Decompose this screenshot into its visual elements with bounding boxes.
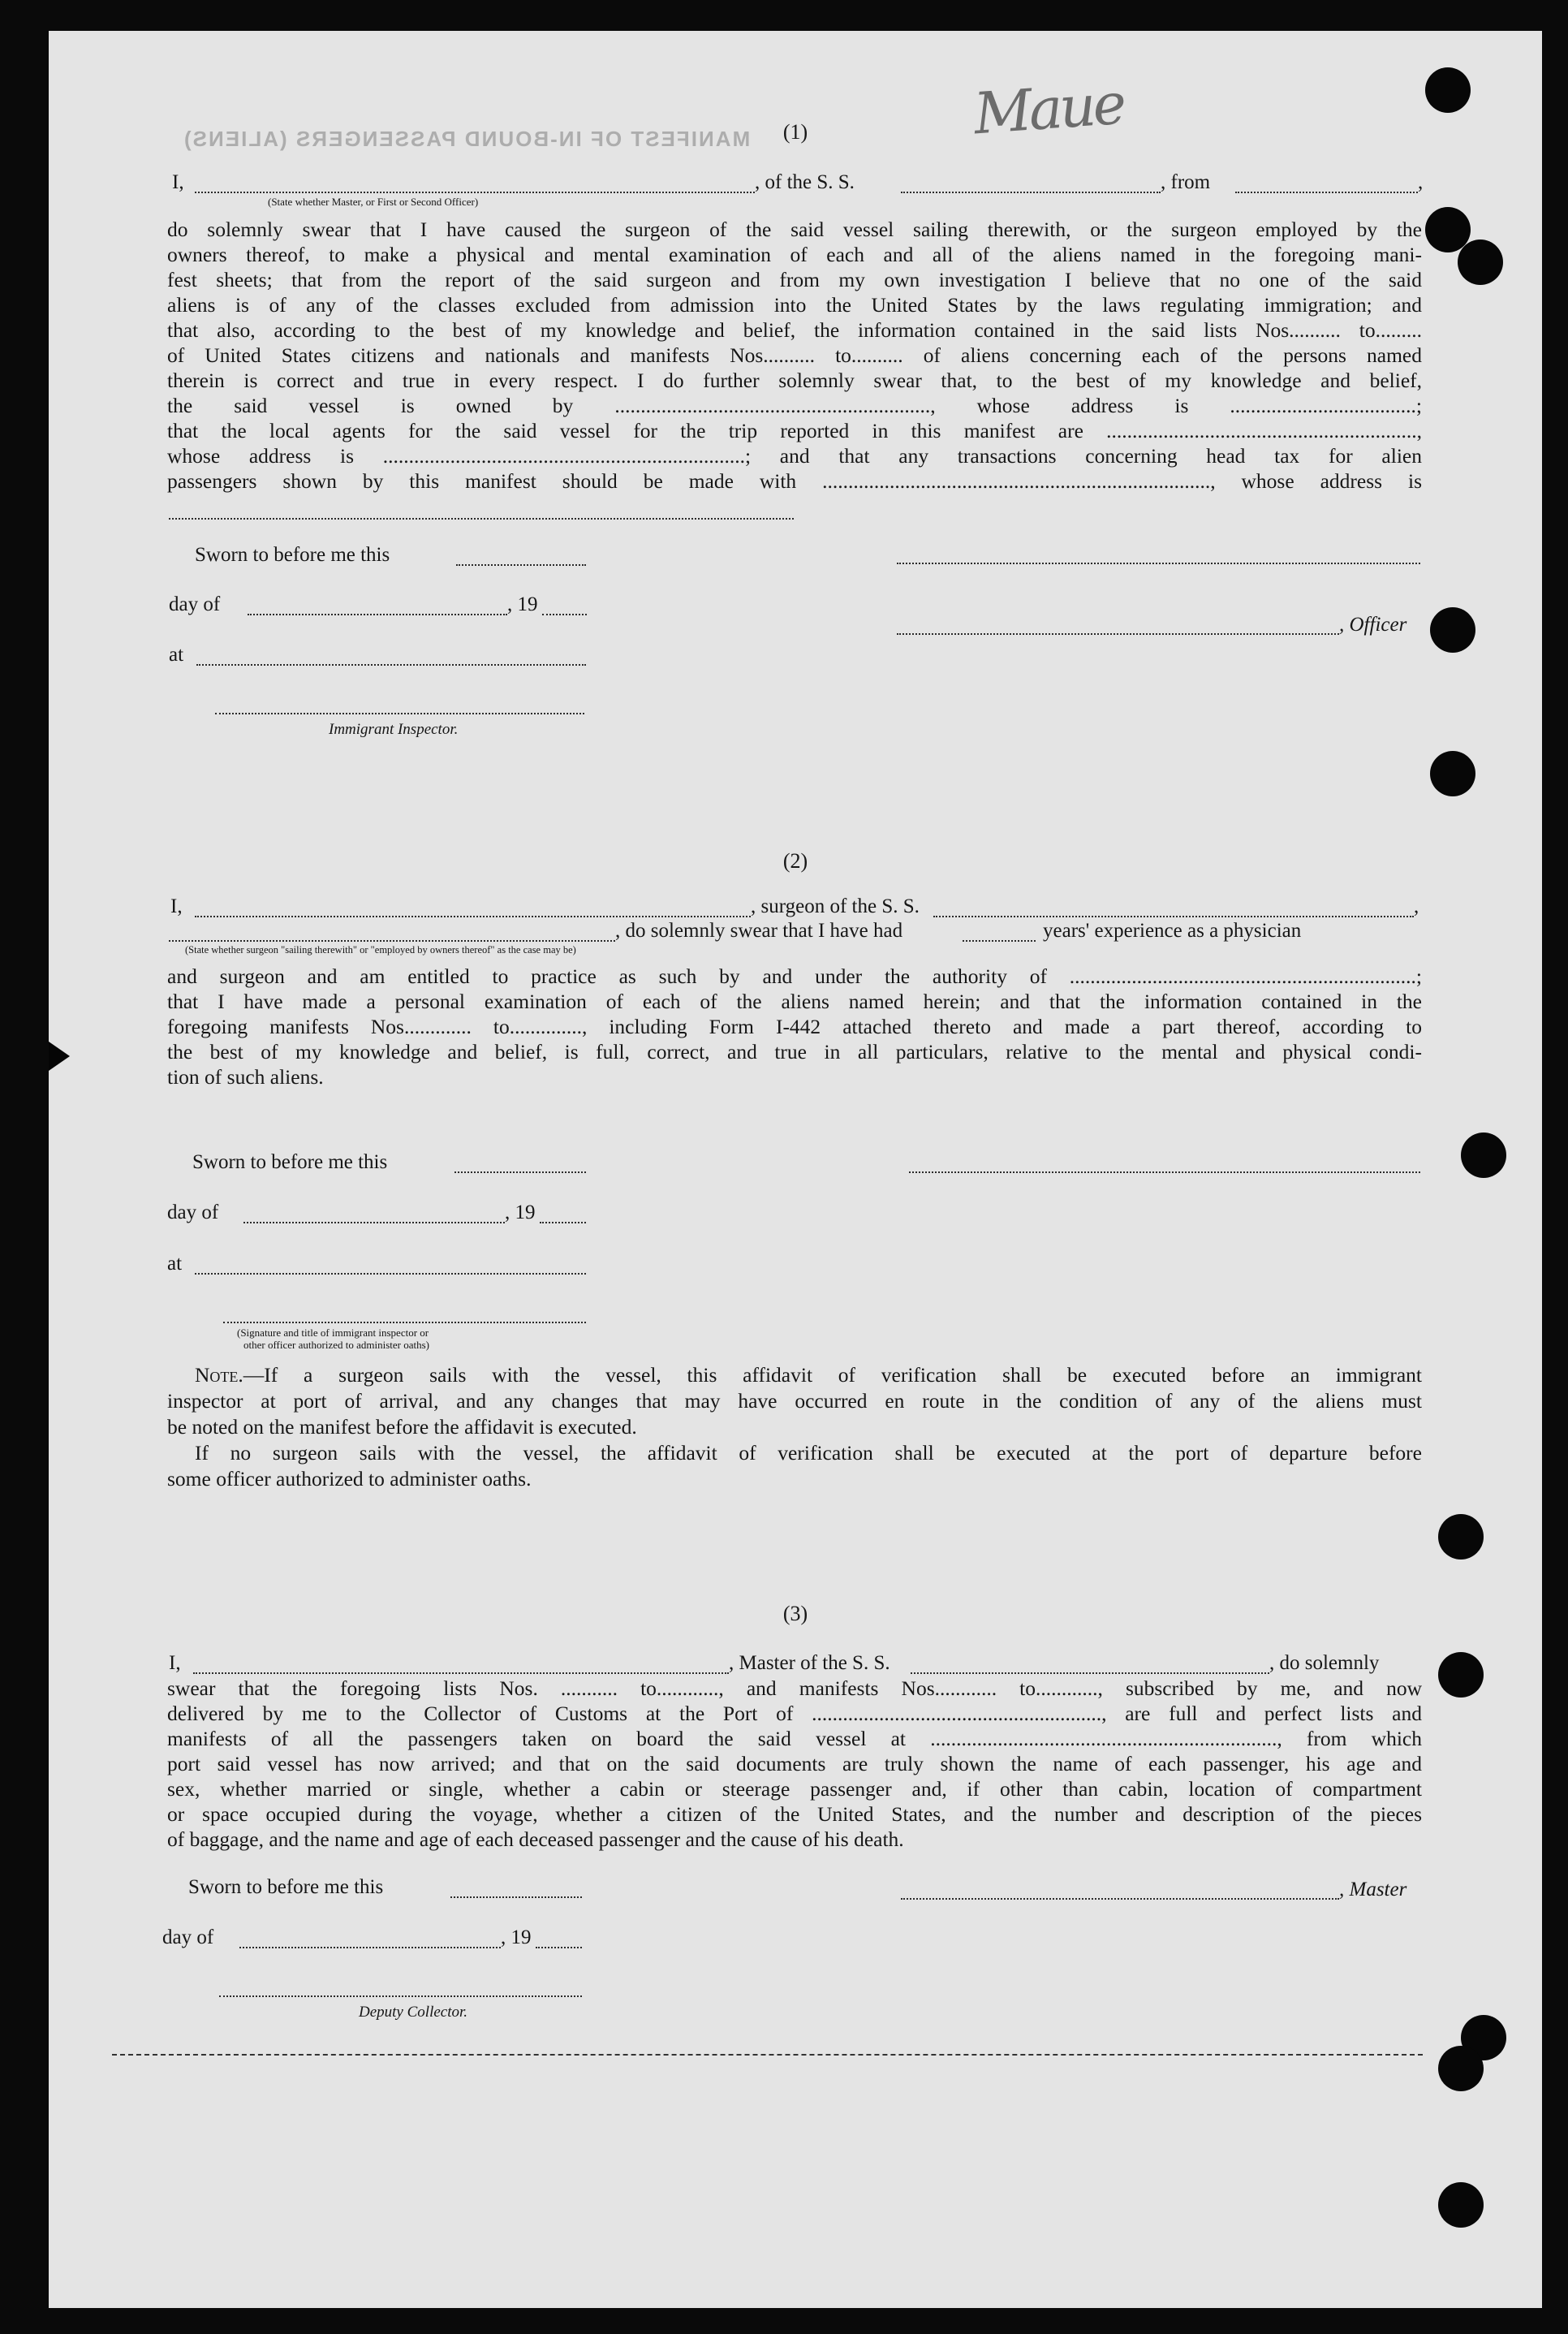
swear-label: , do solemnly swear that I have had bbox=[615, 920, 903, 942]
day-field bbox=[248, 614, 507, 615]
sworn-date-field bbox=[456, 564, 586, 566]
sworn-label: Sworn to before me this bbox=[195, 544, 390, 566]
master-of-ss-label: , Master of the S. S. bbox=[729, 1652, 890, 1674]
oath-i-label: I, bbox=[172, 171, 184, 193]
section-1-number: (1) bbox=[782, 120, 808, 144]
section-1-text-line: passengers shown by this manifest should be made with ..........................................................................., whose address is bbox=[167, 469, 1422, 493]
sig-hint-1: (Signature and title of immigrant inspector or bbox=[237, 1327, 429, 1339]
section-2-text-line: and surgeon and am entitled to practice as such by and under the authority of ...................................................................; bbox=[167, 964, 1422, 988]
oath-i-label: I, bbox=[169, 1652, 181, 1674]
officer-name-field bbox=[195, 192, 755, 193]
sworn-date-field bbox=[450, 1896, 582, 1898]
section-1-text-line: owners thereof, to make a physical and mental examination of each and all of the aliens named in the foregoing mani- bbox=[167, 243, 1422, 266]
bottom-divider bbox=[112, 2054, 1423, 2056]
from-port-field bbox=[1235, 192, 1418, 193]
punch-hole bbox=[1438, 2046, 1484, 2091]
section-1-text-line: the said vessel is owned by ............................................................., whose address is ....................................; bbox=[167, 394, 1422, 417]
section-3-text-line: port said vessel has now arrived; and that on the said documents are truly shown the name of each passenger, his age and bbox=[167, 1752, 1422, 1775]
section-1-text-line: whose address is ......................................................................; and that any transactions concerning head tax for alien bbox=[167, 444, 1422, 468]
inspector-label: Immigrant Inspector. bbox=[329, 721, 459, 738]
surgeon-vessel-field bbox=[933, 916, 1414, 917]
day-of-label: day of bbox=[167, 1202, 219, 1223]
surgeon-signature-field bbox=[909, 1171, 1420, 1173]
section-1-text-line: fest sheets; that from the report of the said surgeon and from my own investigation I believe that no one of the said bbox=[167, 268, 1422, 291]
of-ss-label: , of the S. S. bbox=[755, 171, 855, 193]
at-place-field bbox=[196, 664, 586, 666]
handwritten-signature: Maue bbox=[971, 70, 1126, 148]
section-3-text-line: manifests of all the passengers taken on board the said vessel at ..................................................................., from which bbox=[167, 1727, 1422, 1750]
address-continuation-field bbox=[169, 518, 794, 520]
punch-hole bbox=[1430, 751, 1475, 796]
officer-signature-field bbox=[897, 563, 1420, 564]
section-3-text-line: or space occupied during the voyage, whether a citizen of the United States, and the number and description of the pieces bbox=[167, 1802, 1422, 1826]
section-2-text-line: tion of such aliens. bbox=[167, 1065, 324, 1089]
year-field bbox=[536, 1947, 582, 1948]
surgeon-name-field bbox=[195, 916, 751, 917]
section-2-text-line: that I have made a personal examination of each of the aliens named herein; and that the information contained in the bbox=[167, 990, 1422, 1013]
section-2-text-line: foregoing manifests Nos............. to.............., including Form I-442 attached thereto and made a part thereof, according to bbox=[167, 1015, 1422, 1038]
inspector-signature-field bbox=[215, 713, 584, 714]
officer-label: , Officer bbox=[1339, 614, 1407, 636]
at-label: at bbox=[167, 1253, 183, 1275]
sworn-date-field bbox=[454, 1171, 586, 1173]
year-label: , 19 bbox=[505, 1202, 536, 1223]
note-line: If no surgeon sails with the vessel, the affidavit of verification shall be executed at the port of departure before bbox=[195, 1441, 1422, 1465]
vessel-name-field bbox=[901, 192, 1161, 193]
section-3-text-line: of baggage, and the name and age of each deceased passenger and the cause of his death. bbox=[167, 1827, 904, 1851]
day-field bbox=[243, 1222, 505, 1223]
punch-hole bbox=[1461, 1132, 1506, 1178]
section-1-text-line: that also, according to the best of my knowledge and belief, the information contained in the said lists Nos.......... to......... bbox=[167, 318, 1422, 342]
section-2-number: (2) bbox=[782, 849, 808, 873]
section-1-text-line: of United States citizens and nationals and manifests Nos.......... to.......... of aliens concerning each of the persons named bbox=[167, 343, 1422, 367]
master-signature-field bbox=[901, 1898, 1339, 1900]
master-name-field bbox=[193, 1672, 729, 1674]
punch-hole bbox=[1430, 607, 1475, 653]
section-2-text-line: the best of my knowledge and belief, is full, correct, and true in all particulars, relative to the mental and physical condi- bbox=[167, 1040, 1422, 1063]
day-of-label: day of bbox=[162, 1926, 214, 1948]
surgeon-hint: (State whether surgeon "sailing therewith" or "employed by owners thereof" as the case may be) bbox=[185, 944, 576, 956]
section-3-text-line: swear that the foregoing lists Nos. ........... to............, and manifests Nos............ to............, subscribed by me, and now bbox=[167, 1676, 1422, 1700]
note-line: be noted on the manifest before the affidavit is executed. bbox=[167, 1415, 637, 1439]
punch-hole bbox=[1438, 1514, 1484, 1560]
surgeon-status-field bbox=[169, 940, 615, 942]
edge-arrow-marker bbox=[49, 1042, 70, 1071]
note-text: —If a surgeon sails with the vessel, this affidavit of verification shall be executed before an immigrant bbox=[243, 1363, 1422, 1387]
section-3-number: (3) bbox=[782, 1602, 808, 1625]
manifest-page bbox=[49, 31, 1542, 2308]
inspector-signature-field bbox=[223, 1322, 586, 1323]
section-1-text-line: do solemnly swear that I have caused the surgeon of the said vessel sailing therewith, or the surgeon employed by the bbox=[167, 218, 1422, 241]
surgeon-of-ss-label: , surgeon of the S. S. bbox=[751, 895, 920, 917]
section-1-text-line: aliens is of any of the classes excluded from admission into the United States by the laws regulating immigration; and bbox=[167, 293, 1422, 317]
year-field bbox=[542, 614, 587, 615]
comma: , bbox=[1418, 171, 1424, 193]
collector-signature-field bbox=[219, 1995, 582, 1997]
day-of-label: day of bbox=[169, 593, 221, 615]
from-label: , from bbox=[1161, 171, 1211, 193]
day-field bbox=[239, 1947, 501, 1948]
section-3-text-line: delivered by me to the Collector of Customs at the Port of ........................................................, are full and perfect lists and bbox=[167, 1702, 1422, 1725]
note-line: inspector at port of arrival, and any changes that may have occurred en route in the condition of any of the aliens must bbox=[167, 1389, 1422, 1413]
officer-title-field bbox=[897, 633, 1339, 635]
at-place-field bbox=[195, 1273, 586, 1275]
master-vessel-field bbox=[911, 1672, 1269, 1674]
officer-hint: (State whether Master, or First or Second Officer) bbox=[268, 196, 479, 208]
year-label: , 19 bbox=[507, 593, 538, 615]
master-label: , Master bbox=[1339, 1879, 1407, 1900]
note-line: some officer authorized to administer oaths. bbox=[167, 1467, 532, 1491]
punch-hole bbox=[1438, 2182, 1484, 2228]
sig-hint-2: other officer authorized to administer oaths) bbox=[243, 1339, 429, 1351]
punch-hole bbox=[1425, 67, 1471, 113]
bleed-through-header: MANIFEST OF IN-BOUND PASSENGERS (ALIENS) bbox=[183, 127, 751, 151]
oath-i-label: I, bbox=[170, 895, 183, 917]
sworn-label: Sworn to before me this bbox=[192, 1151, 388, 1173]
year-field bbox=[540, 1222, 586, 1223]
note-line bbox=[195, 1362, 1422, 1388]
collector-label: Deputy Collector. bbox=[359, 2004, 468, 2021]
at-label: at bbox=[169, 644, 184, 666]
years-experience-label: years' experience as a physician bbox=[1043, 920, 1302, 942]
sworn-label: Sworn to before me this bbox=[188, 1876, 384, 1898]
years-field bbox=[963, 940, 1036, 942]
year-label: , 19 bbox=[501, 1926, 532, 1948]
note-label: Note. bbox=[195, 1363, 243, 1387]
punch-hole bbox=[1458, 239, 1503, 285]
punch-hole bbox=[1438, 1652, 1484, 1698]
section-1-text-line: that the local agents for the said vessel for the trip reported in this manifest are ............................................................, bbox=[167, 419, 1422, 442]
comma: , bbox=[1414, 895, 1419, 917]
do-solemnly-label: , do solemnly bbox=[1269, 1652, 1380, 1674]
section-1-text-line: therein is correct and true in every respect. I do further solemnly swear that, to the best of my knowledge and belief, bbox=[167, 369, 1422, 392]
section-3-text-line: sex, whether married or single, whether a cabin or steerage passenger and, if other than cabin, location of compartment bbox=[167, 1777, 1422, 1801]
